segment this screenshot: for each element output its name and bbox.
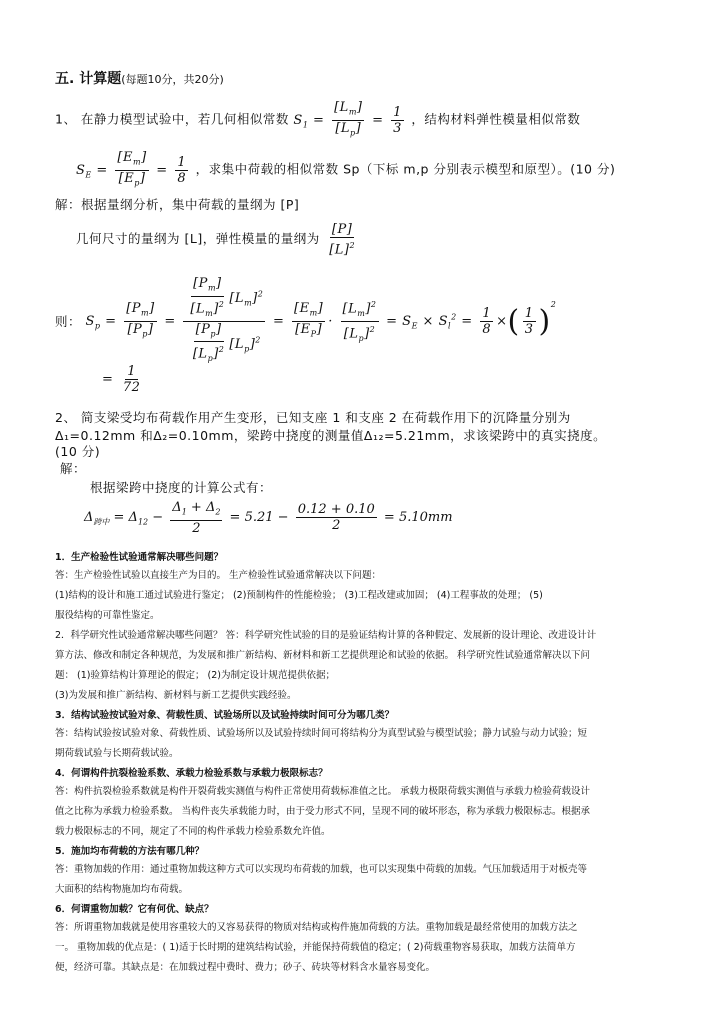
qa-line: 答：所谓重物加载就是使用容重较大的又容易获得的物质对结构或构件施加荷载的方法。重物加载是最经常使用的加载方法之: [55, 922, 578, 933]
qa-item: [55, 710, 695, 760]
q1-solution-line1: 解：根据量纲分析，集中荷载的量纲为 [P]: [55, 197, 300, 212]
q2-answer: 5.10mm: [398, 510, 453, 526]
q2-statement-line1: 2、 简支梁受均布荷载作用产生变形，已知支座 1 和支座 2 在荷载作用下的沉降量分别为: [55, 410, 571, 425]
qa-question: 5．施加均布荷载的方法有哪几种？: [55, 846, 205, 857]
section-title-text: 五. 计算题: [55, 71, 122, 87]
qa-line: 服役结构的可靠性鉴定。: [55, 610, 160, 621]
qa-line: 题： (1)验算结构计算理论的假定； (2)为制定设计规范提供依据；: [55, 670, 335, 681]
qa-line: 载力极限标志的不同，规定了不同的构件承载力检验系数允许值。: [55, 826, 331, 837]
q1-statement-line1: [55, 100, 580, 140]
q1-derivation: [55, 276, 556, 366]
qa-block: [55, 552, 695, 982]
qa-item: [55, 768, 695, 838]
qa-item: [55, 552, 695, 622]
qa-line: 答：生产检验性试验以直接生产为目的。 生产检验性试验通常解决以下问题：: [55, 570, 382, 581]
qa-line: 算方法、修改和制定各种规范，为发展和推广新结构、新材料和新工艺提供理论和试验的依据。 科学研究性试验通常解决以下问: [55, 650, 591, 661]
section-title: [55, 68, 224, 88]
q2-formula-label: 根据梁跨中挠度的计算公式有：: [90, 480, 273, 495]
qa-line: 一。 重物加载的优点是：( 1)适于长时期的建筑结构试验，并能保持荷载值的稳定；( 2)荷载重物容易获取，加载方法简单方: [55, 942, 576, 953]
q2-solution-label: 解：: [60, 461, 87, 476]
qa-item: [55, 630, 695, 702]
qa-line: 值之比称为承载力检验系数。 当构件丧失承载能力时，由于受力形式不同，呈现不同的破坏形态，称为承载力极限标志。根据承: [55, 806, 591, 817]
q1-sol2-text: 几何尺寸的量纲为 [L]，弹性模量的量纲为: [76, 231, 320, 247]
q2-statement-line2: Δ₁=0.12mm 和Δ₂=0.10mm，梁跨中挠度的测量值Δ₁₂=5.21mm，求该梁跨中的真实挠度。: [55, 428, 607, 443]
qa-line: 大面积的结构物施加均布荷载。: [55, 884, 189, 895]
q1-formula-sl: $S_1$ = $\frac{[L_m]}{[L_p]}$ = $\frac{1}{3}$: [293, 100, 402, 138]
q2-score: (10 分): [55, 444, 101, 459]
qa-line: 答：构件抗裂检验系数就是构件开裂荷载实测值与构件正常使用荷载标准值之比。 承载力极限荷载实测值与承载力检验荷载设计: [55, 786, 591, 797]
qa-line: 便，经济可靠。其缺点是：在加载过程中费时、费力；砂子、砖块等材料含水量容易变化。: [55, 962, 436, 973]
q1-result-fraction: [121, 364, 143, 395]
q1-solution-line2: [76, 222, 360, 257]
q1-main-formula: $S_p$ = $\frac{[P_m]}{[P_p]}$ = $\frac{[P_m]}{[L_m]^2}$ $[L_m]^2$ $\frac{[P_p]}{[L_p]^2}$ $[L_p]^2$ = $\frac{[E_m]}{[E_P]}$ · $\frac{[L_m]^2}{[L_p]^2}$ = $S_E \times S_l^2$ = $\frac{1}{8}$ ×( $\frac{1}{3}$ )$^2$: [85, 276, 557, 364]
qa-question: 4．何谓构件抗裂检验系数、承载力检验系数与承载力极限标志？: [55, 768, 328, 779]
qa-question: 6．何谓重物加载？它有何优、缺点？: [55, 904, 214, 915]
q1-text-a: 1、 在静力模型试验中，若几何相似常数: [55, 111, 289, 127]
q1-formula-se: $S_E$ = $\frac{[E_m]}{[E_p]}$ = $\frac{1}{8}$: [76, 150, 187, 188]
qa-line: 2．科学研究性试验通常解决哪些问题？ 答：科学研究性试验的目的是验证结构计算的各种假定、发展新的设计理论、改进设计计: [55, 630, 597, 641]
qa-line: 期荷载试验与长期荷载试验。: [55, 748, 179, 759]
q2-val3: 0.10: [345, 502, 375, 518]
q1-result: = $\frac{1}{72}$: [102, 364, 141, 395]
q1-text-c: ，求集中荷载的相似常数 Sp（下标 m,p 分别表示模型和原型）。(10 分): [195, 161, 616, 177]
q2-formula: $\Delta_{跨中} = \Delta_{12}$ − $\frac{\Delta_1 + \Delta_2}{2}$ = 5.21 − $\frac{0.12 + 0.10}{2}$ = 5.10mm: [84, 500, 453, 536]
q2-val1: 5.21: [244, 510, 274, 526]
qa-question: 1．生产检验性试验通常解决哪些问题？: [55, 552, 224, 563]
qa-item: [55, 846, 695, 896]
q2-val2: 0.12: [297, 502, 327, 518]
section-note: (每题10分，共20分): [121, 73, 224, 86]
qa-line: 答：重物加载的作用：通过重物加载这种方式可以实现均布荷载的加载，也可以实现集中荷载的加载。气压加载适用于对板壳等: [55, 864, 588, 875]
q1-statement-line2: [76, 150, 615, 190]
qa-line: (3)为发展和推广新结构、新材料与新工艺提供实践经验。: [55, 690, 297, 701]
qa-question: 3．结构试验按试验对象、荷载性质、试验场所以及试验持续时间可分为哪几类？: [55, 710, 395, 721]
q1-result-denominator: 72: [122, 380, 141, 395]
q1-elastic-dimension: $\frac{[P]}{[L]^2}$: [329, 222, 356, 258]
qa-line: (1)结构的设计和施工通过试验进行鉴定； (2)预制构件的性能检验； (3)工程改建或加固； (4)工程事故的处理； (5): [55, 590, 543, 601]
q1-result-numerator: 1: [127, 364, 137, 379]
qa-item: [55, 904, 695, 974]
q1-text-b: ，结构材料弹性模量相似常数: [411, 111, 581, 127]
q1-then-label: 则：: [55, 314, 82, 330]
qa-line: 答：结构试验按试验对象、荷载性质、试验场所以及试验持续时间可将结构分为真型试验与模型试验；静力试验与动力试验；短: [55, 728, 588, 739]
